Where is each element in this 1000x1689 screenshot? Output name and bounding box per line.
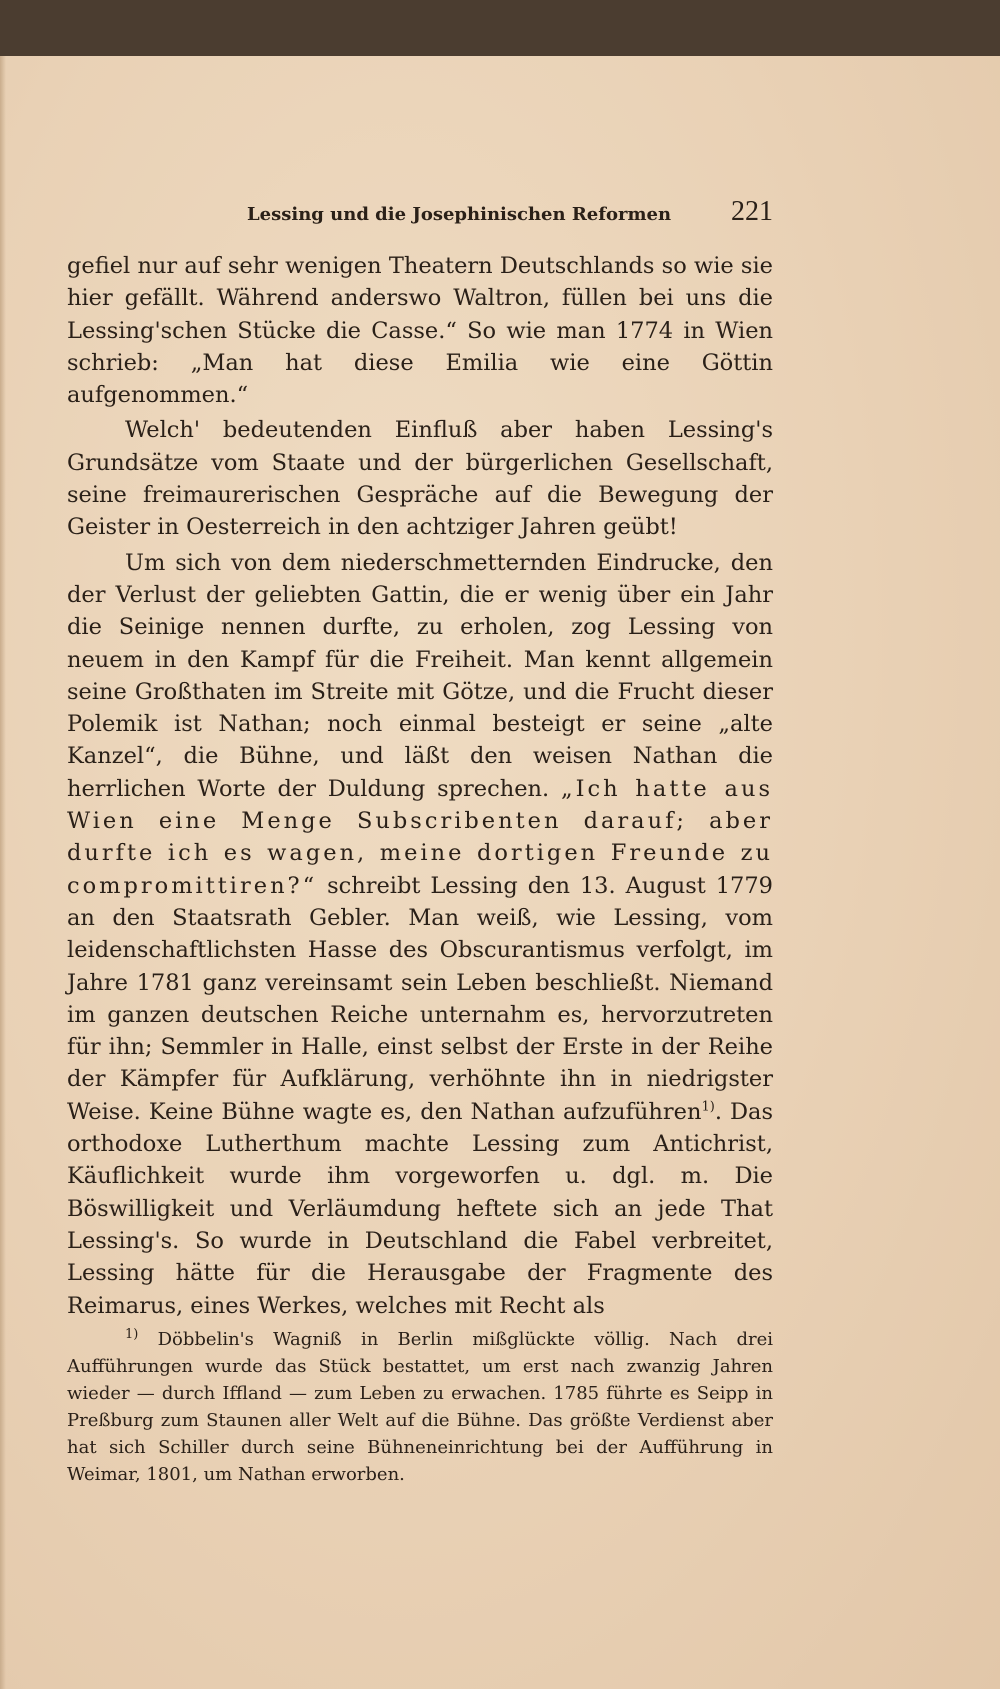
footnote-paragraph xyxy=(67,1326,773,1488)
lessing-quote: „Ich hatte aus Wien eine Menge Subscribenten darauf; aber durfte ich es wagen, meine dortigen Freunde zu compromittiren?“ xyxy=(67,775,773,899)
paragraph-3-part-c: . Das orthodoxe Lutherthum machte Lessing zum Antichrist, Käuflichkeit wurde ihm vorgeworfen u. dgl. m. Die Böswilligkeit und Verläumdung heftete sich an jede That Lessing's. So wurde in Deutschland die Fabel verbreitet, Lessing hätte für die Herausgabe der Fragmente des Reimarus, eines Werkes, welches mit Recht als xyxy=(67,1098,774,1319)
body-text xyxy=(67,250,773,1322)
page-edge xyxy=(0,56,6,1689)
paragraph-3-part-a: Um sich von dem niederschmetternden Eindrucke, den der Verlust der geliebten Gattin, die er wenig über ein Jahr die Seinige nennen durfte, zu erholen, zog Lessing von neuem in den Kampf für die Freiheit. Man kennt allgemein seine Großthaten im Streite mit Götze, und die Frucht dieser Polemik ist Nathan; noch einmal besteigt er seine „alte Kanzel“, die Bühne, und läßt den weisen Nathan die herrlichen Worte der Duldung sprechen. xyxy=(67,549,773,802)
page-header xyxy=(67,196,773,236)
running-title: Lessing und die Josephinischen Reformen xyxy=(247,204,672,225)
footnote-text: Döbbelin's Wagniß in Berlin mißglückte völlig. Nach drei Aufführungen wurde das Stück bestattet, um erst nach zwanzig Jahren wieder — durch Iffland — zum Leben zu erwachen. 1785 führte es Seipp in Preßburg zum Staunen aller Welt auf die Bühne. Das größte Verdienst aber hat sich Schiller durch seine Bühneneinrichtung bei der Aufführung in Weimar, 1801, um Nathan erworben. xyxy=(67,1329,773,1485)
footnote-marker: 1) xyxy=(125,1327,139,1342)
paragraph-2: Welch' bedeutenden Einfluß aber haben Lessing's Grundsätze vom Staate und der bürgerlichen Gesellschaft, seine freimaurerischen Gespräche auf die Bewegung der Geister in Oesterreich in den achtziger Jahren geübt! xyxy=(67,417,773,541)
paragraph-3-part-b: schreibt Lessing den 13. August 1779 an den Staatsrath Gebler. Man weiß, wie Lessing, vom leidenschaftlichsten Hasse des Obscurantismus verfolgt, im Jahre 1781 ganz vereinsamt sein Leben beschließt. Niemand im ganzen deutschen Reiche unternahm es, hervorzutreten für ihn; Semmler in Halle, einst selbst der Erste in der Reihe der Kämpfer für Aufklärung, verhöhnte ihn in niedrigster Weise. Keine Bühne wagte es, den Nathan aufzuführen xyxy=(67,872,773,1125)
footnote xyxy=(67,1326,773,1488)
page-number: 221 xyxy=(731,196,773,227)
paragraph-1: gefiel nur auf sehr wenigen Theatern Deutschlands so wie sie hier gefällt. Während anderswo Waltron, füllen bei uns die Lessing'schen Stücke die Casse.“ So wie man 1774 in Wien schrieb: „Man hat diese Emilia wie eine Göttin aufgenommen.“ xyxy=(67,253,773,409)
book-page xyxy=(0,56,1000,1689)
footnote-reference: 1) xyxy=(701,1099,715,1115)
paragraph-3 xyxy=(67,547,773,1322)
